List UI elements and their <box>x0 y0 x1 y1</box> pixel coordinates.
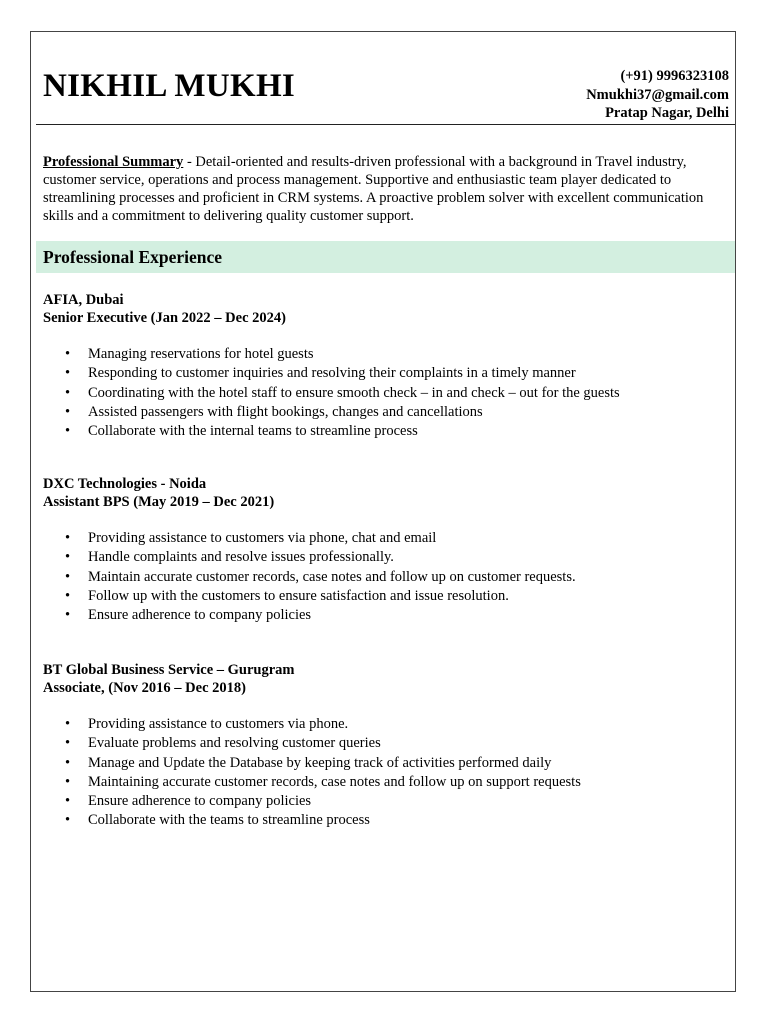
job-entry <box>43 291 723 441</box>
job-company: AFIA, Dubai <box>43 292 124 308</box>
bullet-icon: • <box>65 346 71 362</box>
resume-page <box>30 31 736 992</box>
job-role: Assistant BPS (May 2019 – Dec 2021) <box>43 494 275 510</box>
summary-text: - Detail-oriented and results-driven professional with a background in Travel industry, customer service, operations and process management. Supportive and enthusiastic team player dedicated to streamlining processes and proficient in CRM systems. A proactive problem solver with excellent communication skills and a commitment to delivering quality customer support. <box>43 154 704 224</box>
job-entry <box>43 475 723 625</box>
contact-location: Pratap Nagar, Delhi <box>605 105 729 121</box>
job-bullet: • Handle complaints and resolve issues professionally. <box>43 548 723 567</box>
job-bullet: • Evaluate problems and resolving customer queries <box>43 734 723 753</box>
bullet-icon: • <box>65 568 71 585</box>
contact-phone: (+91) 9996323108 <box>620 68 729 84</box>
bullet-icon: • <box>65 530 71 546</box>
bullet-icon: • <box>65 754 71 771</box>
job-entry <box>43 661 723 831</box>
contact-block <box>586 67 729 123</box>
professional-summary <box>43 153 731 225</box>
job-bullet: • Ensure adherence to company policies <box>43 792 723 811</box>
section-title: Professional Experience <box>43 247 223 267</box>
job-bullet-list <box>43 715 723 831</box>
bullet-icon: • <box>65 587 71 604</box>
bullet-icon: • <box>65 607 71 624</box>
job-bullet: • Maintaining accurate customer records, case notes and follow up on support requests <box>43 773 723 792</box>
job-role: Senior Executive (Jan 2022 – Dec 2024) <box>43 310 286 326</box>
job-company: BT Global Business Service – Gurugram <box>43 662 295 678</box>
bullet-icon: • <box>65 549 71 566</box>
bullet-icon: • <box>65 384 71 401</box>
summary-label: Professional Summary <box>43 154 184 170</box>
job-bullet: • Collaborate with the internal teams to streamline process <box>43 422 723 441</box>
bullet-icon: • <box>65 403 71 420</box>
bullet-icon: • <box>65 365 71 382</box>
job-bullet: • Maintain accurate customer records, case notes and follow up on customer requests. <box>43 568 723 587</box>
job-bullet: • Follow up with the customers to ensure satisfaction and issue resolution. <box>43 587 723 606</box>
job-company: DXC Technologies - Noida <box>43 476 207 492</box>
job-bullet: • Providing assistance to customers via phone. <box>43 715 723 734</box>
job-bullet: • Responding to customer inquiries and resolving their complaints in a timely manner <box>43 364 723 383</box>
job-bullet: • Coordinating with the hotel staff to ensure smooth check – in and check – out for the guests <box>43 384 723 403</box>
bullet-icon: • <box>65 793 71 810</box>
contact-email: Nmukhi37@gmail.com <box>586 86 729 103</box>
job-bullet: • Assisted passengers with flight bookings, changes and cancellations <box>43 403 723 422</box>
job-bullet-list <box>43 529 723 625</box>
job-bullet: • Ensure adherence to company policies <box>43 606 723 625</box>
bullet-icon: • <box>65 773 71 790</box>
section-header-experience <box>36 241 735 273</box>
bullet-icon: • <box>65 423 71 440</box>
bullet-icon: • <box>65 716 71 732</box>
header-divider <box>36 124 735 125</box>
job-bullet: • Manage and Update the Database by keeping track of activities performed daily <box>43 754 723 773</box>
job-bullet-list <box>43 345 723 441</box>
job-role: Associate, (Nov 2016 – Dec 2018) <box>43 680 246 696</box>
job-bullet: • Collaborate with the teams to streamline process <box>43 811 723 830</box>
candidate-name: NIKHIL MUKHI <box>43 68 296 104</box>
job-bullet: • Providing assistance to customers via phone, chat and email <box>43 529 723 548</box>
job-bullet: • Managing reservations for hotel guests <box>43 345 723 364</box>
bullet-icon: • <box>65 812 71 829</box>
bullet-icon: • <box>65 735 71 752</box>
